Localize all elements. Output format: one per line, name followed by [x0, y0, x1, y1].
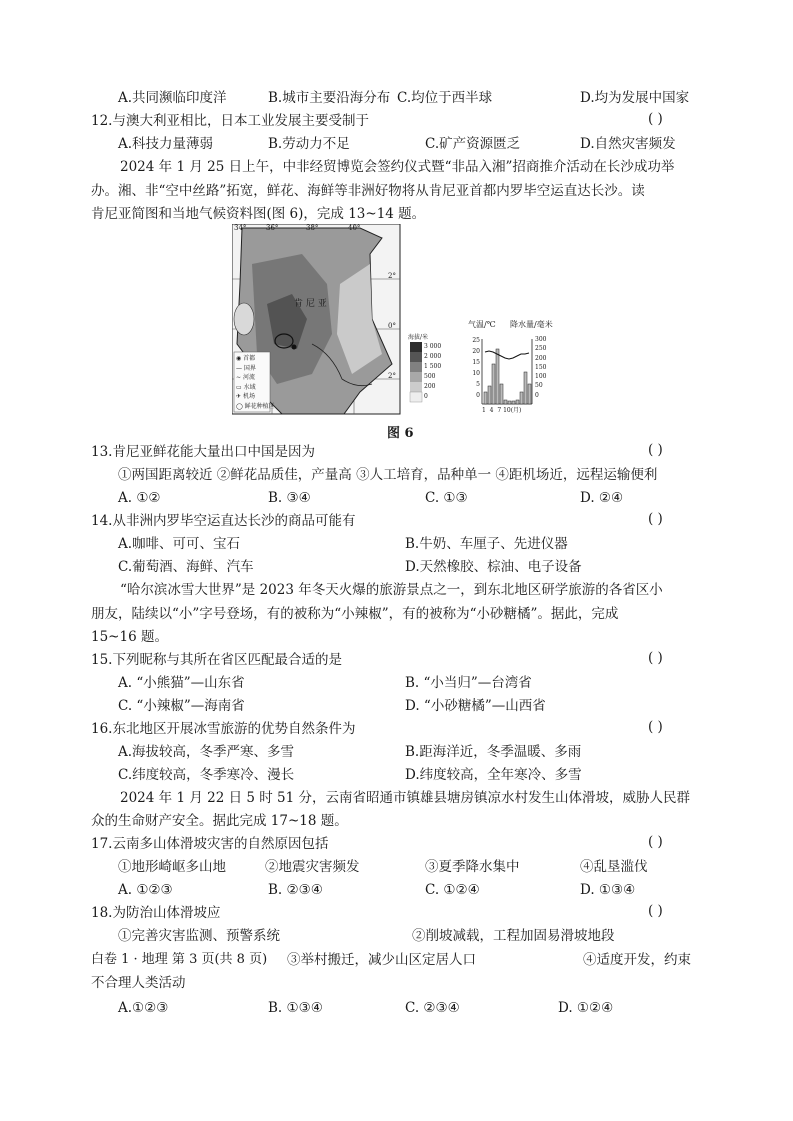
- figure-6: [232, 224, 602, 434]
- elevation-labels: 3 000 2 000 1 500 500 200 0: [424, 343, 442, 400]
- country-label: 肯 尼 亚: [294, 299, 327, 309]
- water-icon: ▭ 水域: [236, 383, 256, 391]
- q18-item-2: ②削坡减载，工程加固易滑坡地段: [412, 928, 615, 944]
- q18-option-b: B. ①③④: [268, 1000, 323, 1016]
- q16-stem: 16.东北地区开展冰雪旅游的优势自然条件为: [91, 721, 356, 737]
- q13-items: ①两国距离较近 ②鲜花品质佳，产量高 ③人工培育，品种单一 ④距机场近，远程运输便利: [118, 467, 658, 483]
- elevation-legend: [410, 342, 422, 402]
- passage3-line2: 众的生命财产安全。据此完成 17~18 题。: [91, 813, 348, 829]
- q14-answer-bracket: ( ): [648, 511, 663, 527]
- q17-stem: 17.云南多山体滑坡灾害的自然原因包括: [91, 836, 329, 852]
- lat-label-0: 0°: [388, 322, 396, 330]
- q18-option-c: C. ②③④: [405, 1000, 460, 1016]
- q17-option-a: A. ①②③: [118, 882, 173, 898]
- q18-answer-bracket: ( ): [648, 903, 663, 919]
- capital-nairobi-icon: [292, 345, 297, 350]
- boundary-icon: — 国界: [236, 364, 256, 372]
- river-icon: ∼ 河流: [236, 374, 255, 381]
- q18-stem: 18.为防治山体滑坡应: [91, 905, 221, 921]
- lat-label-2n: 2°: [388, 272, 396, 280]
- month-ticks: 1 4 7 10(月): [482, 407, 522, 414]
- passage2-line2: 朋友，陆续以“小”字号登场，有的被称为“小辣椒”，有的被称为“小砂糖橘”。据此，完成: [91, 606, 619, 622]
- q17-item-1: ①地形崎岖多山地: [118, 859, 226, 875]
- precip-ticks: 300 250 200 150 100 50 0: [535, 336, 547, 399]
- passage2-line3: 15~16 题。: [91, 629, 168, 645]
- q12-option-d: D.自然灾害频发: [580, 136, 676, 152]
- climate-chart: [482, 339, 532, 404]
- q12-answer-bracket: ( ): [648, 111, 663, 127]
- q17-item-2: ②地震灾害频发: [265, 859, 360, 875]
- q15-stem: 15.下列昵称与其所在省区匹配最合适的是: [91, 652, 342, 668]
- q16-option-c: C.纬度较高，冬季寒冷、漫长: [118, 767, 295, 783]
- q17-item-4: ④乱垦滥伐: [580, 859, 648, 875]
- q15-option-a: A. “小熊猫”—山东省: [118, 675, 245, 691]
- airport-icon: ✈ 机场: [236, 393, 255, 400]
- q11-option-d: D.均为发展中国家: [580, 90, 690, 106]
- map-legend: [236, 354, 275, 411]
- q14-stem: 14.从非洲内罗毕空运直达长沙的商品可能有: [91, 513, 356, 529]
- elevation-title: 海拔/米: [408, 334, 429, 341]
- passage1-line3: 肯尼亚简图和当地气候资料图(图 6)，完成 13~14 题。: [91, 206, 426, 222]
- q11-option-c: C.均位于西半球: [397, 90, 493, 106]
- q13-answer-bracket: ( ): [648, 442, 663, 458]
- q11-option-a: A.共同濒临印度洋: [118, 90, 227, 106]
- q18-option-a: A.①②③: [118, 1000, 169, 1016]
- q15-option-d: D. “小砂糖橘”—山西省: [405, 698, 546, 714]
- q15-option-c: C. “小辣椒”—海南省: [118, 698, 245, 714]
- passage2-line1: “哈尔滨冰雪大世界”是 2023 年冬天火爆的旅游景点之一，到东北地区研学旅游的各省区小: [120, 582, 663, 598]
- q14-option-d: D.天然橡胶、棕油、电子设备: [405, 559, 582, 575]
- page-footer: 白卷 1 · 地理 第 3 页(共 8 页): [91, 952, 268, 967]
- q13-stem: 13.肯尼亚鲜花能大量出口中国是因为: [91, 444, 315, 460]
- q16-option-a: A.海拔较高，冬季严寒、多雪: [118, 744, 295, 760]
- q17-option-c: C. ①②④: [425, 882, 480, 898]
- q16-answer-bracket: ( ): [648, 719, 663, 735]
- capital-icon: ◉ 首都: [236, 355, 256, 362]
- q13-option-d: D. ②④: [580, 490, 624, 506]
- q18-option-d: D. ①②④: [558, 1000, 614, 1016]
- q17-option-d: D. ①③④: [580, 882, 636, 898]
- q18-item-4: ④适度开发，约束: [583, 952, 691, 968]
- q13-option-b: B. ③④: [268, 490, 311, 506]
- q12-option-a: A.科技力量薄弱: [118, 136, 214, 152]
- q16-option-b: B.距海洋近，冬季温暖、多雨: [405, 744, 582, 760]
- q14-option-b: B.牛奶、车厘子、先进仪器: [405, 536, 568, 552]
- q16-option-d: D.纬度较高，全年寒冷、多雪: [405, 767, 582, 783]
- q11-option-b: B.城市主要沿海分布: [268, 90, 391, 106]
- q17-item-3: ③夏季降水集中: [425, 859, 520, 875]
- q17-option-b: B. ②③④: [268, 882, 323, 898]
- q18-item-1: ①完善灾害监测、预警系统: [118, 928, 280, 944]
- q12-stem: 12.与澳大利亚相比，日本工业发展主要受制于: [91, 113, 369, 129]
- q13-option-a: A. ①②: [118, 490, 161, 506]
- lon-label-38: 38°: [306, 224, 319, 232]
- q12-option-b: B.劳动力不足: [268, 136, 350, 152]
- passage1-line1: 2024 年 1 月 25 日上午，中非经贸博览会签约仪式暨“非品入湘”招商推介活动在长沙成功举: [120, 159, 675, 175]
- climate-precip-label: 降水量/毫米: [510, 320, 553, 329]
- lat-label-2s: 2°: [388, 372, 396, 380]
- lon-label-34: 34°: [234, 224, 247, 232]
- q18-item-3: ③举村搬迁，减少山区定居人口: [287, 952, 476, 968]
- q12-option-c: C.矿产资源匮乏: [425, 136, 521, 152]
- q15-answer-bracket: ( ): [648, 650, 663, 666]
- lon-label-36: 36°: [266, 224, 279, 232]
- flower-area-icon: ◯ 鲜花种植区: [236, 402, 275, 410]
- figure-caption: 图 6: [387, 426, 414, 441]
- lon-label-40: 40°: [348, 224, 361, 232]
- q17-answer-bracket: ( ): [648, 834, 663, 850]
- q18-item-4-cont: 不合理人类活动: [91, 975, 186, 991]
- q14-option-c: C.葡萄酒、海鲜、汽车: [118, 559, 254, 575]
- passage1-line2: 办。湘、非“空中丝路”拓宽，鲜花、海鲜等非洲好物将从肯尼亚首都内罗毕空运直达长沙。读: [91, 183, 645, 199]
- temp-ticks: 25 20 15 10 5 0: [472, 337, 480, 399]
- passage3-line1: 2024 年 1 月 22 日 5 时 51 分，云南省昭通市镇雄县塘房镇凉水村发生山体滑坡，威胁人民群: [120, 790, 691, 806]
- q15-option-b: B. “小当归”—台湾省: [405, 675, 532, 691]
- q14-option-a: A.咖啡、可可、宝石: [118, 536, 241, 552]
- climate-temp-label: 气温/℃: [468, 320, 496, 329]
- q13-option-c: C. ①③: [425, 490, 468, 506]
